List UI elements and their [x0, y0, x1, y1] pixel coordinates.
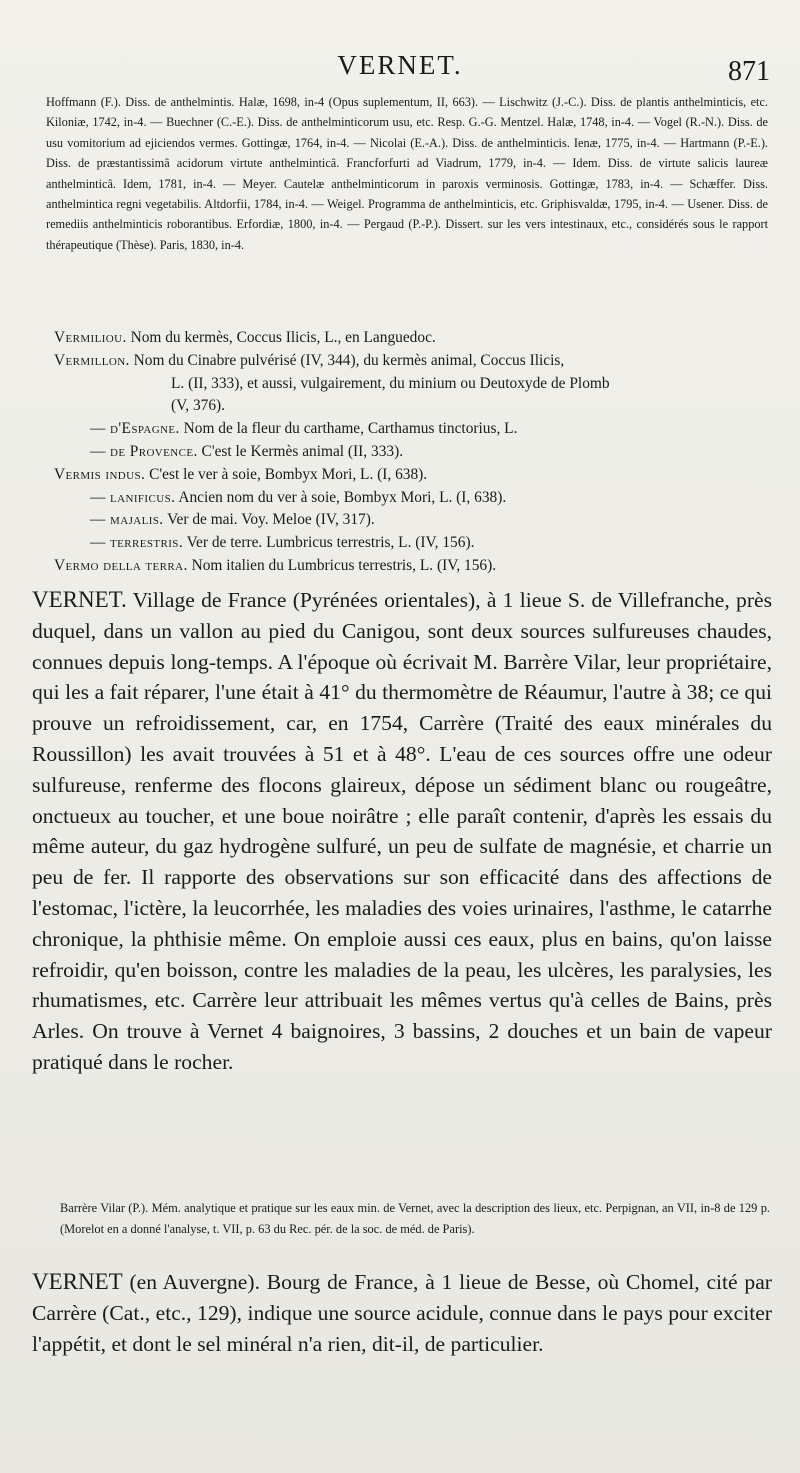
list-item	[54, 327, 770, 350]
list-item	[54, 441, 770, 464]
list-item	[54, 395, 770, 418]
entry-text: Ver de mai. Voy. Meloe (IV, 317).	[163, 511, 375, 529]
entry-head: — de Provence.	[90, 442, 198, 460]
article-headword: VERNET.	[32, 587, 127, 612]
entry-text: L. (II, 333), et aussi, vulgairement, du minium ou Deutoxyde de Plomb	[171, 374, 610, 392]
entry-head: Vermiliou.	[54, 329, 127, 346]
list-item	[54, 555, 770, 578]
list-item	[54, 464, 770, 487]
page-number: 871	[728, 56, 770, 87]
list-item	[54, 350, 770, 373]
entry-head: — lanificus.	[90, 488, 176, 506]
list-item	[54, 532, 770, 555]
list-item	[54, 487, 770, 510]
entry-head: — d'Espagne.	[90, 420, 180, 438]
entry-text: Ancien nom du ver à soie, Bombyx Mori, L. (I, 638).	[175, 488, 507, 506]
entry-head: Vermillon.	[54, 351, 130, 369]
entry-head: Vermis indus.	[54, 465, 146, 483]
entry-text: Nom du Cinabre pulvérisé (IV, 344), du kermès animal, Coccus Ilicis,	[129, 351, 565, 369]
entry-text: (V, 376).	[171, 397, 226, 415]
entry-text: C'est le Kermès animal (II, 333).	[197, 442, 404, 460]
bibliography-block	[46, 92, 768, 255]
entry-text: Ver de terre. Lumbricus terrestris, L. (IV, 156).	[183, 534, 475, 552]
article-body: Village de France (Pyrénées orientales), à 1 lieue S. de Villefranche, près duquel, dans un vallon au pied du Canigou, sont deux sources sulfureuses chaudes, connues depuis long-temps. A l'époque où écrivait M. Barrère Vilar, leur propriétaire, qui les a fait réparer, l'une était à 41° du thermomètre de Réaumur, l'autre à 38; ce qui prouve un refroidissement, car, en 1754, Carrère (Traité des eaux minérales du Roussillon) les avait trouvées à 51 et à 48°. L'eau de ces sources offre une odeur sulfureuse, renferme des flocons glaireux, dépose un sédiment blanc ou rougeâtre, onctueux au toucher, et une boue noirâtre ; elle paraît contenir, d'après les essais du même auteur, du gaz hydrogène sulfuré, un peu de sulfate de magnésie, et charrie un peu de fer. Il rapporte des observations sur son efficacité dans des affections de l'estomac, l'ictère, la leucorrhée, les maladies des voies urinaires, l'asthme, le catarrhe chronique, la phthisie même. On emploie aussi ces eaux, plus en bains, qu'on laisse refroidir, qu'en boisson, contre les maladies de la peau, les ulcères, les paralysies, les rhumatismes, etc. Carrère leur attribuait les mêmes vertus qu'à celles de Bains, près Arles. On trouve à Vernet 4 baignoires, 3 bassins, 2 douches et un bain de vapeur pratiqué dans le rocher.	[32, 588, 772, 1074]
entry-text: Nom italien du Lumbricus terrestris, L. (IV, 156).	[187, 556, 497, 574]
article-body: (en Auvergne). Bourg de France, à 1 lieue de Besse, où Chomel, cité par Carrère (Cat., etc., 129), indique une source acidule, connue dans le pays pour exciter l'appétit, et dont le sel minéral n'a rien, dit-il, de particulier.	[32, 1270, 772, 1356]
article-vernet-pyrenees	[32, 585, 772, 1078]
list-item	[54, 509, 770, 532]
entry-head: — majalis.	[90, 511, 164, 529]
reference-note: Barrère Vilar (P.). Mém. analytique et pratique sur les eaux min. de Vernet, avec la description des lieux, etc. Perpignan, an VII, in-8 de 129 p. (Morelot en a donné l'analyse, t. VII, p. 63 du Rec. pér. de la soc. de méd. de Paris).	[60, 1201, 770, 1236]
entry-head: — terrestris.	[90, 534, 184, 552]
entry-text: C'est le ver à soie, Bombyx Mori, L. (I, 638).	[145, 465, 428, 483]
entry-text: Nom de la fleur du carthame, Carthamus tinctorius, L.	[179, 420, 518, 438]
entry-list	[54, 327, 770, 578]
bibliography-text: Hoffmann (F.). Diss. de anthelmintis. Halæ, 1698, in-4 (Opus suplementum, II, 663). — Lischwitz (J.-C.). Diss. de plantis anthelminticis, etc. Kiloniæ, 1742, in-4. — Buechner (C.-E.). Diss. de anthelminticorum usu, etc. Resp. G.-G. Mentzel. Halæ, 1748, in-4. — Vogel (R.-N.). Diss. de usu vomitorium ad ejiciendos vermes. Gottingæ, 1764, in-4. — Nicolai (E.-A.). Diss. de anthelminticis. Ienæ, 1775, in-4. — Hartmann (P.-E.). Diss. de præstantissimâ acidorum virtute anthelminticâ. Francforfurti ad Viadrum, 1779, in-4. — Idem. Diss. de virtute salicis laureæ anthelminticâ. Idem, 1781, in-4. — Meyer. Cautelæ anthelminticorum in paroxis verminosis. Gottingæ, 1783, in-4. — Schæffer. Diss. anthelmintica regni vegetabilis. Altdorfii, 1784, in-4. — Weigel. Programma de anthelminticis, etc. Griphisvaldæ, 1795, in-4. — Usener. Diss. de remediis anthelminticis roborantibus. Erfordiæ, 1800, in-4. — Pergaud (P.-P.). Dissert. sur les vers intestinaux, etc., considérés sous le rapport thérapeutique (Thèse). Paris, 1830, in-4.	[46, 95, 768, 252]
article-vernet-auvergne	[32, 1267, 772, 1359]
list-item	[54, 418, 770, 441]
list-item	[54, 373, 770, 396]
entry-text: Nom du kermès, Coccus Ilicis, L., en Languedoc.	[126, 329, 436, 346]
entry-head: Vermo della terra.	[54, 556, 188, 574]
article-headword: VERNET	[32, 1269, 123, 1294]
running-head: VERNET.	[337, 50, 463, 80]
